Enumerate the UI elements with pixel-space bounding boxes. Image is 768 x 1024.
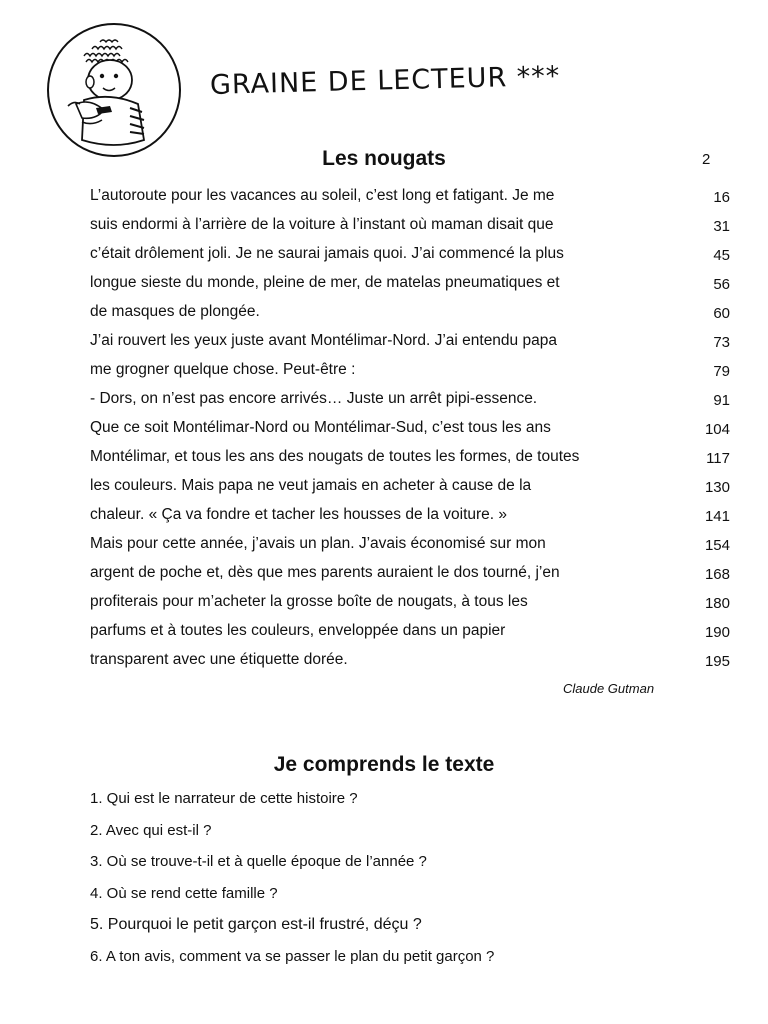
word-count: 130 — [704, 479, 730, 496]
text-line: Montélimar, et tous les ans des nougats de toutes les formes, de toutes 117 — [90, 448, 730, 467]
story-title: Les nougats — [322, 147, 446, 170]
word-count: 31 — [713, 218, 730, 235]
text-line: suis endormi à l’arrière de la voiture à l’instant où maman disait que 31 — [90, 216, 730, 235]
question-item: 2. Avec qui est-il ? — [90, 821, 212, 839]
word-count: 141 — [704, 508, 730, 525]
text-line: L’autoroute pour les vacances au soleil, c’est long et fatigant. Je me 16 — [90, 187, 730, 206]
text-line: - Dors, on n’est pas encore arrivés… Juste un arrêt pipi-essence. 91 — [90, 390, 730, 409]
text-line: argent de poche et, dès que mes parents auraient le dos tourné, j’en 168 — [90, 564, 730, 583]
text-line: longue sieste du monde, pleine de mer, de matelas pneumatiques et 56 — [90, 274, 730, 293]
word-count: 195 — [704, 653, 730, 670]
author-name: Claude Gutman — [563, 681, 655, 696]
text-line: transparent avec une étiquette dorée. 195 — [90, 651, 730, 670]
text-line: chaleur. « Ça va fondre et tacher les housses de la voiture. » 141 — [90, 506, 730, 525]
text-line: Mais pour cette année, j’avais un plan. J’avais économisé sur mon 154 — [90, 535, 730, 554]
question-list — [90, 790, 494, 979]
word-count: 154 — [704, 537, 730, 554]
question-item: 1. Qui est le narrateur de cette histoire ? — [90, 790, 358, 807]
word-count: 190 — [704, 624, 730, 641]
text-line: c’était drôlement joli. Je ne saurai jamais quoi. J’ai commencé la plus 45 — [90, 245, 730, 264]
word-count: 45 — [713, 247, 730, 264]
boy-reading-logo-icon — [46, 22, 182, 158]
text-line: profiterais pour m’acheter la grosse boîte de nougats, à tous les 180 — [90, 593, 730, 612]
comprehension-title: Je comprends le texte — [273, 753, 495, 776]
text-line: me grogner quelque chose. Peut-être : 79 — [90, 361, 730, 380]
word-count: 91 — [713, 392, 730, 409]
text-line: Que ce soit Montélimar-Nord ou Montélimar-Sud, c’est tous les ans 104 — [90, 419, 730, 438]
word-count: 73 — [713, 334, 730, 351]
worksheet-title: GRAINE DE LECTEUR *** — [209, 60, 561, 101]
word-count: 104 — [704, 421, 730, 438]
word-count: 168 — [704, 566, 730, 583]
text-line: les couleurs. Mais papa ne veut jamais en acheter à cause de la 130 — [90, 477, 730, 496]
question-item: 3. Où se trouve-t-il et à quelle époque de l’année ? — [90, 853, 427, 870]
word-count: 16 — [713, 189, 730, 206]
text-line: J’ai rouvert les yeux juste avant Montélimar-Nord. J’ai entendu papa 73 — [90, 332, 730, 351]
word-count: 180 — [704, 595, 730, 612]
word-count: 117 — [706, 450, 730, 467]
word-count: 56 — [713, 276, 730, 293]
text-line: parfums et à toutes les couleurs, enveloppée dans un papier 190 — [90, 622, 730, 641]
story-text — [0, 184, 768, 677]
text-line: de masques de plongée. 60 — [90, 303, 730, 322]
word-count: 79 — [713, 363, 730, 380]
word-count: 60 — [713, 305, 730, 322]
question-item: 4. Où se rend cette famille ? — [90, 884, 278, 902]
question-item: 5. Pourquoi le petit garçon est-il frustré, déçu ? — [90, 916, 422, 933]
question-item: 6. A ton avis, comment va se passer le plan du petit garçon ? — [90, 947, 495, 965]
title-word-count: 2 — [702, 151, 711, 168]
